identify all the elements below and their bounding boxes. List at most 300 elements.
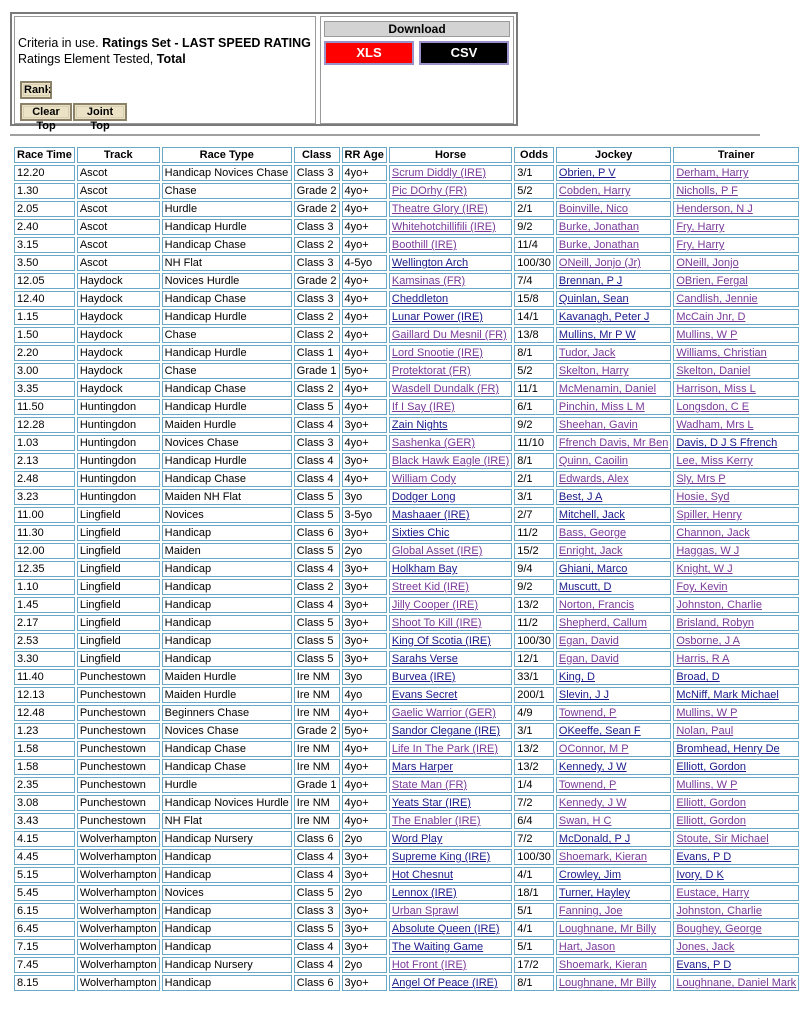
cell-race-type: Novices Chase <box>162 723 292 739</box>
jockey-link[interactable]: Quinn, Caoilin <box>558 455 628 467</box>
trainer-link[interactable]: Knight, W J <box>676 563 733 575</box>
trainer-link[interactable]: Bromhead, Henry De <box>676 743 780 755</box>
cell-race-type: Handicap <box>162 633 292 649</box>
trainer-link[interactable]: Sly, Mrs P <box>676 473 726 485</box>
cell-race-type: Handicap Chase <box>162 381 292 397</box>
cell-odds: 12/1 <box>514 651 554 667</box>
cell-trainer <box>673 363 799 379</box>
trainer-link[interactable]: McCain Jnr, D <box>676 311 746 323</box>
cell-jockey <box>556 849 671 865</box>
results-table <box>12 145 801 993</box>
cell-track: Ascot <box>77 201 160 217</box>
cell-rr-age: 3yo <box>342 489 387 505</box>
trainer-link[interactable]: Ivory, D K <box>676 869 724 881</box>
trainer-link[interactable]: Elliott, Gordon <box>676 761 747 773</box>
horse-link[interactable]: Word Play <box>391 833 443 845</box>
cell-odds: 5/1 <box>514 939 554 955</box>
table-row <box>14 903 799 919</box>
horse-link[interactable]: Gaelic Warrior (GER) <box>391 707 496 719</box>
horse-link[interactable]: Sixties Chic <box>391 527 450 539</box>
cell-race-time: 1.45 <box>14 597 75 613</box>
horse-link[interactable]: Holkham Bay <box>391 563 458 575</box>
jockey-link[interactable]: Kennedy, J W <box>558 797 627 809</box>
trainer-link[interactable]: Hosie, Syd <box>676 491 730 503</box>
horse-link[interactable]: Lunar Power (IRE) <box>391 311 483 323</box>
cell-track: Huntingdon <box>77 453 160 469</box>
horse-link[interactable]: Sashenka (GER) <box>391 437 476 449</box>
cell-race-type: Handicap Chase <box>162 759 292 775</box>
cell-race-time: 3.50 <box>14 255 75 271</box>
trainer-link[interactable]: Channon, Jack <box>676 527 750 539</box>
cell-track: Punchestown <box>77 795 160 811</box>
table-row <box>14 867 799 883</box>
cell-odds: 5/2 <box>514 183 554 199</box>
trainer-link[interactable]: Davis, D J S Ffrench <box>676 437 778 449</box>
jockey-link[interactable]: Fanning, Joe <box>558 905 623 917</box>
cell-race-time: 11.40 <box>14 669 75 685</box>
cell-jockey <box>556 201 671 217</box>
jockey-link[interactable]: Loughnane, Mr Billy <box>558 977 657 989</box>
trainer-link[interactable]: Eustace, Harry <box>676 887 750 899</box>
horse-link[interactable]: Boothill (IRE) <box>391 239 457 251</box>
cell-trainer <box>673 291 799 307</box>
table-row <box>14 669 799 685</box>
horse-link[interactable]: Sarahs Verse <box>391 653 458 665</box>
trainer-link[interactable]: Candlish, Jennie <box>676 293 758 305</box>
jockey-link[interactable]: Shoemark, Kieran <box>558 959 647 971</box>
horse-link[interactable]: Dodger Long <box>391 491 456 503</box>
jockey-link[interactable]: Townend, P <box>558 779 617 791</box>
cell-horse <box>389 363 512 379</box>
cell-track: Haydock <box>77 273 160 289</box>
trainer-link[interactable]: Loughnane, Daniel Mark <box>676 977 797 989</box>
cell-class: Class 5 <box>294 633 340 649</box>
table-row <box>14 849 799 865</box>
jockey-link[interactable]: Shepherd, Callum <box>558 617 647 629</box>
horse-link[interactable]: Global Asset (IRE) <box>391 545 483 557</box>
jockey-link[interactable]: Swan, H C <box>558 815 612 827</box>
cell-track: Punchestown <box>77 813 160 829</box>
cell-race-time: 3.35 <box>14 381 75 397</box>
cell-odds: 18/1 <box>514 885 554 901</box>
cell-odds: 6/1 <box>514 399 554 415</box>
cell-jockey <box>556 183 671 199</box>
horse-link[interactable]: Absolute Queen (IRE) <box>391 923 500 935</box>
cell-class: Ire NM <box>294 741 340 757</box>
cell-trainer <box>673 201 799 217</box>
table-row <box>14 561 799 577</box>
trainer-link[interactable]: Elliott, Gordon <box>676 797 747 809</box>
jockey-link[interactable]: Ghiani, Marco <box>558 563 628 575</box>
cell-race-time: 5.15 <box>14 867 75 883</box>
trainer-link[interactable]: Fry, Harry <box>676 221 725 233</box>
trainer-link[interactable]: Wadham, Mrs L <box>676 419 754 431</box>
cell-jockey <box>556 543 671 559</box>
cell-rr-age: 4yo+ <box>342 471 387 487</box>
horse-link[interactable]: Supreme King (IRE) <box>391 851 491 863</box>
cell-race-time: 2.48 <box>14 471 75 487</box>
cell-odds: 4/1 <box>514 867 554 883</box>
horse-link[interactable]: Lennox (IRE) <box>391 887 457 899</box>
trainer-link[interactable]: Skelton, Daniel <box>676 365 751 377</box>
jockey-link[interactable]: Egan, David <box>558 635 619 647</box>
jockey-link[interactable]: Hart, Jason <box>558 941 616 953</box>
cell-horse <box>389 705 512 721</box>
csv-download-button[interactable]: CSV <box>419 41 509 65</box>
cell-jockey <box>556 237 671 253</box>
cell-jockey <box>556 507 671 523</box>
cell-class: Class 3 <box>294 255 340 271</box>
horse-link[interactable]: Cheddleton <box>391 293 449 305</box>
horse-link[interactable]: Evans Secret <box>391 689 458 701</box>
cell-track: Punchestown <box>77 777 160 793</box>
cell-class: Class 4 <box>294 957 340 973</box>
cell-horse <box>389 939 512 955</box>
cell-jockey <box>556 633 671 649</box>
trainer-link[interactable]: Mullins, W P <box>676 707 738 719</box>
xls-download-button[interactable]: XLS <box>324 41 414 65</box>
cell-jockey <box>556 363 671 379</box>
jockey-link[interactable]: Norton, Francis <box>558 599 635 611</box>
cell-horse <box>389 219 512 235</box>
trainer-link[interactable]: Stoute, Sir Michael <box>676 833 769 845</box>
cell-rr-age: 4yo+ <box>342 237 387 253</box>
cell-odds: 33/1 <box>514 669 554 685</box>
horse-link[interactable]: Street Kid (IRE) <box>391 581 469 593</box>
trainer-link[interactable]: Johnston, Charlie <box>676 905 762 917</box>
col-header-race-time[interactable]: Race Time <box>14 147 75 163</box>
cell-jockey <box>556 921 671 937</box>
jockey-link[interactable]: Kennedy, J W <box>558 761 627 773</box>
trainer-link[interactable]: Williams, Christian <box>676 347 767 359</box>
cell-horse <box>389 273 512 289</box>
col-header-rr-age[interactable]: RR Age <box>342 147 387 163</box>
cell-track: Wolverhampton <box>77 921 160 937</box>
cell-horse <box>389 579 512 595</box>
cell-class: Class 3 <box>294 435 340 451</box>
cell-odds: 2/1 <box>514 471 554 487</box>
trainer-link[interactable]: Spiller, Henry <box>676 509 742 521</box>
jockey-link[interactable]: Sheehan, Gavin <box>558 419 638 431</box>
jockey-link[interactable]: Loughnane, Mr Billy <box>558 923 657 935</box>
jockey-link[interactable]: Skelton, Harry <box>558 365 629 377</box>
cell-race-type: NH Flat <box>162 255 292 271</box>
trainer-link[interactable]: Broad, D <box>676 671 720 683</box>
cell-odds: 5/2 <box>514 363 554 379</box>
cell-odds: 11/2 <box>514 525 554 541</box>
jockey-link[interactable]: Townend, P <box>558 707 617 719</box>
cell-trainer <box>673 795 799 811</box>
horse-link[interactable]: Mashaaer (IRE) <box>391 509 470 521</box>
cell-odds: 4/9 <box>514 705 554 721</box>
jockey-link[interactable]: McMenamin, Daniel <box>558 383 657 395</box>
cell-jockey <box>556 453 671 469</box>
cell-class: Class 4 <box>294 867 340 883</box>
cell-trainer <box>673 723 799 739</box>
horse-link[interactable]: Hot Chesnut <box>391 869 454 881</box>
trainer-link[interactable]: Evans, P D <box>676 959 732 971</box>
cell-race-type: Handicap Nursery <box>162 957 292 973</box>
cell-jockey <box>556 813 671 829</box>
jockey-link[interactable]: Burke, Jonathan <box>558 239 640 251</box>
cell-rr-age: 3-5yo <box>342 507 387 523</box>
cell-jockey <box>556 759 671 775</box>
cell-jockey <box>556 579 671 595</box>
horse-link[interactable]: Life In The Park (IRE) <box>391 743 499 755</box>
cell-track: Wolverhampton <box>77 885 160 901</box>
cell-race-type: Chase <box>162 363 292 379</box>
cell-rr-age: 3yo+ <box>342 975 387 991</box>
cell-race-time: 12.00 <box>14 543 75 559</box>
jockey-link[interactable]: Shoemark, Kieran <box>558 851 647 863</box>
cell-class: Ire NM <box>294 759 340 775</box>
trainer-link[interactable]: Evans, P D <box>676 851 732 863</box>
trainer-link[interactable]: McNiff, Mark Michael <box>676 689 779 701</box>
jockey-link[interactable]: Edwards, Alex <box>558 473 629 485</box>
jockey-link[interactable]: Kavanagh, Peter J <box>558 311 650 323</box>
cell-odds: 11/4 <box>514 237 554 253</box>
cell-rr-age: 3yo+ <box>342 579 387 595</box>
horse-link[interactable]: Whitehotchillifili (IRE) <box>391 221 496 233</box>
cell-jockey <box>556 417 671 433</box>
jockey-link[interactable]: King, D <box>558 671 595 683</box>
trainer-link[interactable]: Brisland, Robyn <box>676 617 754 629</box>
cell-trainer <box>673 777 799 793</box>
cell-jockey <box>556 561 671 577</box>
trainer-link[interactable]: Harrison, Miss L <box>676 383 756 395</box>
cell-odds: 100/30 <box>514 255 554 271</box>
col-header-horse[interactable]: Horse <box>389 147 512 163</box>
horse-link[interactable]: The Waiting Game <box>391 941 484 953</box>
trainer-link[interactable]: Foy, Kevin <box>676 581 728 593</box>
cell-track: Lingfield <box>77 507 160 523</box>
joint-top-button[interactable]: Joint Top <box>73 103 127 121</box>
jockey-link[interactable]: Muscutt, D <box>558 581 612 593</box>
horse-link[interactable]: Kamsinas (FR) <box>391 275 466 287</box>
cell-jockey <box>556 885 671 901</box>
jockey-link[interactable]: Obrien, P V <box>558 167 616 179</box>
trainer-link[interactable]: ONeill, Jonjo <box>676 257 739 269</box>
table-row <box>14 237 799 253</box>
cell-class: Grade 2 <box>294 201 340 217</box>
trainer-link[interactable]: Johnston, Charlie <box>676 599 762 611</box>
horse-link[interactable]: Yeats Star (IRE) <box>391 797 471 809</box>
horse-link[interactable]: Wasdell Dundalk (FR) <box>391 383 500 395</box>
cell-track: Wolverhampton <box>77 903 160 919</box>
table-row <box>14 615 799 631</box>
horse-link[interactable]: Pic DOrhy (FR) <box>391 185 468 197</box>
cell-trainer <box>673 345 799 361</box>
cell-rr-age: 3yo+ <box>342 597 387 613</box>
cell-odds: 3/1 <box>514 165 554 181</box>
cell-race-type: Maiden Hurdle <box>162 687 292 703</box>
jockey-link[interactable]: Crowley, Jim <box>558 869 622 881</box>
cell-trainer <box>673 399 799 415</box>
cell-race-time: 5.45 <box>14 885 75 901</box>
col-header-race-type[interactable]: Race Type <box>162 147 292 163</box>
trainer-link[interactable]: Elliott, Gordon <box>676 815 747 827</box>
jockey-link[interactable]: Brennan, P J <box>558 275 623 287</box>
horse-link[interactable]: Wellington Arch <box>391 257 469 269</box>
cell-rr-age: 3yo+ <box>342 939 387 955</box>
jockey-link[interactable]: OKeeffe, Sean F <box>558 725 641 737</box>
table-row <box>14 309 799 325</box>
jockey-link[interactable]: McDonald, P J <box>558 833 631 845</box>
cell-rr-age: 4yo+ <box>342 327 387 343</box>
jockey-link[interactable]: ONeill, Jonjo (Jr) <box>558 257 641 269</box>
col-header-trainer[interactable]: Trainer <box>673 147 799 163</box>
download-box <box>320 16 514 124</box>
trainer-link[interactable]: Derham, Harry <box>676 167 749 179</box>
horse-link[interactable]: Lord Snootie (IRE) <box>391 347 483 359</box>
jockey-link[interactable]: Boinville, Nico <box>558 203 628 215</box>
horse-link[interactable]: King Of Scotia (IRE) <box>391 635 491 647</box>
cell-horse <box>389 561 512 577</box>
jockey-link[interactable]: Enright, Jack <box>558 545 623 557</box>
jockey-link[interactable]: Quinlan, Sean <box>558 293 629 305</box>
horse-link[interactable]: Gaillard Du Mesnil (FR) <box>391 329 507 341</box>
cell-horse <box>389 723 512 739</box>
horse-link[interactable]: Scrum Diddly (IRE) <box>391 167 486 179</box>
trainer-link[interactable]: Fry, Harry <box>676 239 725 251</box>
cell-horse <box>389 759 512 775</box>
cell-class: Class 3 <box>294 903 340 919</box>
rank-button[interactable]: Rank <box>20 81 52 99</box>
cell-rr-age: 4yo+ <box>342 777 387 793</box>
horse-link[interactable]: Zain Nights <box>391 419 448 431</box>
horse-link[interactable]: State Man (FR) <box>391 779 468 791</box>
jockey-link[interactable]: Tudor, Jack <box>558 347 616 359</box>
table-row <box>14 597 799 613</box>
cell-track: Wolverhampton <box>77 831 160 847</box>
cell-race-type: Handicap Chase <box>162 741 292 757</box>
cell-track: Lingfield <box>77 525 160 541</box>
horse-link[interactable]: Urban Sprawl <box>391 905 459 917</box>
horse-link[interactable]: Jilly Cooper (IRE) <box>391 599 479 611</box>
col-header-class[interactable]: Class <box>294 147 340 163</box>
horse-link[interactable]: Hot Front (IRE) <box>391 959 467 971</box>
col-header-jockey[interactable]: Jockey <box>556 147 671 163</box>
jockey-link[interactable]: Pinchin, Miss L M <box>558 401 645 413</box>
cell-jockey <box>556 597 671 613</box>
table-row <box>14 939 799 955</box>
horse-link[interactable]: Shoot To Kill (IRE) <box>391 617 482 629</box>
jockey-link[interactable]: Slevin, J J <box>558 689 610 701</box>
col-header-odds[interactable]: Odds <box>514 147 554 163</box>
jockey-link[interactable]: Ffrench Davis, Mr Ben <box>558 437 669 449</box>
cell-race-time: 3.08 <box>14 795 75 811</box>
jockey-link[interactable]: OConnor, M P <box>558 743 629 755</box>
horse-link[interactable]: Sandor Clegane (IRE) <box>391 725 501 737</box>
horse-link[interactable]: Black Hawk Eagle (IRE) <box>391 455 510 467</box>
cell-horse <box>389 345 512 361</box>
cell-track: Lingfield <box>77 561 160 577</box>
col-header-track[interactable]: Track <box>77 147 160 163</box>
horse-link[interactable]: Burvea (IRE) <box>391 671 456 683</box>
jockey-link[interactable]: Egan, David <box>558 653 619 665</box>
horse-link[interactable]: Theatre Glory (IRE) <box>391 203 488 215</box>
jockey-link[interactable]: Mitchell, Jack <box>558 509 625 521</box>
cell-horse <box>389 957 512 973</box>
trainer-link[interactable]: Mullins, W P <box>676 779 738 791</box>
jockey-link[interactable]: Best, J A <box>558 491 603 503</box>
table-row <box>14 543 799 559</box>
cell-trainer <box>673 615 799 631</box>
cell-horse <box>389 687 512 703</box>
horse-link[interactable]: Mars Harper <box>391 761 453 773</box>
cell-rr-age: 4-5yo <box>342 255 387 271</box>
table-row <box>14 723 799 739</box>
cell-trainer <box>673 579 799 595</box>
horse-link[interactable]: Angel Of Peace (IRE) <box>391 977 498 989</box>
horse-link[interactable]: William Cody <box>391 473 457 485</box>
jockey-link[interactable]: Mullins, Mr P W <box>558 329 636 341</box>
trainer-link[interactable]: Longsdon, C E <box>676 401 750 413</box>
cell-class: Class 2 <box>294 327 340 343</box>
cell-horse <box>389 435 512 451</box>
horse-link[interactable]: Protektorat (FR) <box>391 365 471 377</box>
cell-horse <box>389 489 512 505</box>
jockey-link[interactable]: Turner, Hayley <box>558 887 631 899</box>
cell-horse <box>389 165 512 181</box>
cell-race-type: Maiden Hurdle <box>162 669 292 685</box>
cell-track: Haydock <box>77 327 160 343</box>
cell-race-time: 2.35 <box>14 777 75 793</box>
jockey-link[interactable]: Cobden, Harry <box>558 185 631 197</box>
jockey-link[interactable]: Bass, George <box>558 527 627 539</box>
trainer-link[interactable]: Nolan, Paul <box>676 725 734 737</box>
trainer-link[interactable]: Haggas, W J <box>676 545 740 557</box>
jockey-link[interactable]: Burke, Jonathan <box>558 221 640 233</box>
horse-link[interactable]: If I Say (IRE) <box>391 401 455 413</box>
cell-odds: 2/7 <box>514 507 554 523</box>
cell-race-type: Handicap Hurdle <box>162 453 292 469</box>
trainer-link[interactable]: Harris, R A <box>676 653 730 665</box>
cell-race-time: 1.10 <box>14 579 75 595</box>
cell-odds: 13/2 <box>514 759 554 775</box>
cell-odds: 100/30 <box>514 633 554 649</box>
cell-race-time: 11.30 <box>14 525 75 541</box>
trainer-link[interactable]: Osborne, J A <box>676 635 740 647</box>
cell-rr-age: 3yo+ <box>342 651 387 667</box>
cell-track: Ascot <box>77 219 160 235</box>
cell-jockey <box>556 831 671 847</box>
trainer-link[interactable]: OBrien, Fergal <box>676 275 748 287</box>
trainer-link[interactable]: Mullins, W P <box>676 329 738 341</box>
cell-rr-age: 3yo+ <box>342 453 387 469</box>
clear-top-button[interactable]: Clear Top <box>20 103 72 121</box>
cell-class: Class 3 <box>294 219 340 235</box>
cell-horse <box>389 237 512 253</box>
cell-race-time: 1.15 <box>14 309 75 325</box>
cell-rr-age: 3yo+ <box>342 903 387 919</box>
cell-class: Class 2 <box>294 237 340 253</box>
trainer-link[interactable]: Lee, Miss Kerry <box>676 455 753 467</box>
cell-jockey <box>556 471 671 487</box>
table-row <box>14 273 799 289</box>
cell-race-type: NH Flat <box>162 813 292 829</box>
table-row <box>14 957 799 973</box>
trainer-link[interactable]: Henderson, N J <box>676 203 753 215</box>
horse-link[interactable]: The Enabler (IRE) <box>391 815 481 827</box>
trainer-link[interactable]: Jones, Jack <box>676 941 735 953</box>
cell-trainer <box>673 273 799 289</box>
trainer-link[interactable]: Boughey, George <box>676 923 762 935</box>
cell-race-time: 1.58 <box>14 741 75 757</box>
cell-rr-age: 4yo+ <box>342 183 387 199</box>
trainer-link[interactable]: Nicholls, P F <box>676 185 738 197</box>
cell-rr-age: 4yo+ <box>342 345 387 361</box>
